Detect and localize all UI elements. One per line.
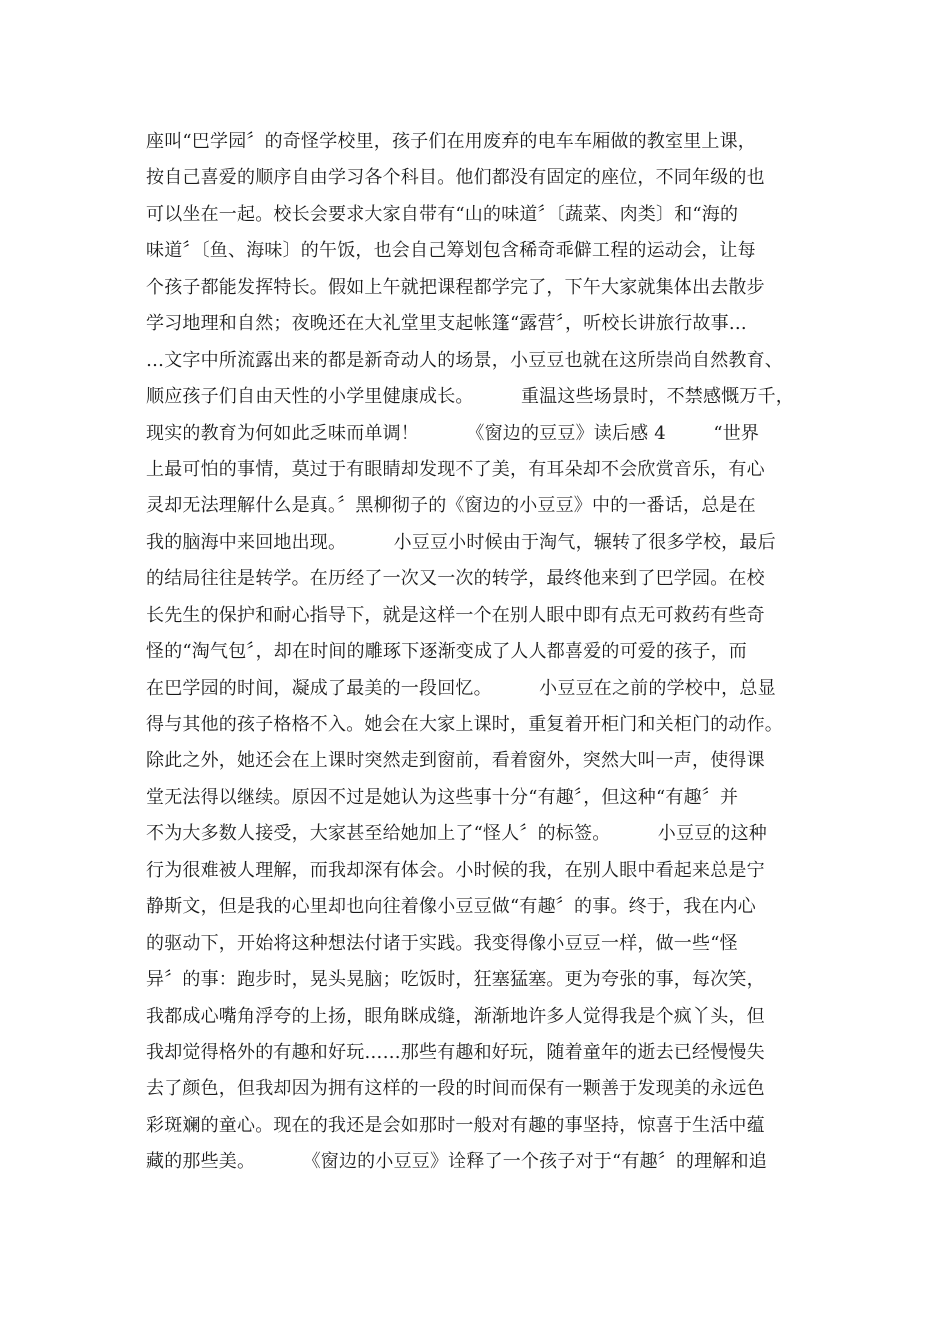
text-line: 去了颜色，但我却因为拥有这样的一段的时间而保有一颗善于发现美的永远色 [146, 1078, 765, 1100]
text-line: 座叫“巴学园〞的奇怪学校里，孩子们在用废弃的电车车厢做的教室里上课， [146, 131, 756, 152]
text-line: 顺应孩子们自由天性的小学里健康成长。 重温这些场景时，不禁感慨万千， [146, 386, 794, 408]
text-line: 长先生的保护和耐心指导下，就是这样一个在别人眼中即有点无可救药有些奇 [146, 604, 765, 626]
text-line: 藏的那些美。 《窗边的小豆豆》诠释了一个孩子对于“有趣〞的理解和追 [146, 1151, 767, 1173]
body-text [146, 124, 826, 1181]
text-line: 味道〞〔鱼、海味〕的午饭，也会自己筹划包含稀奇乖僻工程的运动会，让每 [146, 240, 756, 262]
text-line: 可以坐在一起。校长会要求大家自带有“山的味道〞〔蔬菜、肉类〕和“海的 [146, 203, 739, 225]
text-line: 我都成心嘴角浮夸的上扬，眼角眯成缝，渐渐地许多人觉得我是个疯丫头，但 [146, 1005, 765, 1027]
text-line: 行为很难被人理解，而我却深有体会。小时候的我，在别人眼中看起来总是宁 [146, 859, 765, 881]
text-line: 的结局往往是转学。在历经了一次又一次的转学，最终他来到了巴学园。在校 [146, 568, 765, 590]
text-line: 怪的“淘气包〞，却在时间的雕琢下逐渐变成了人人都喜爱的可爱的孩子，而 [146, 641, 747, 663]
text-line: 学习地理和自然；夜晚还在大礼堂里支起帐篷“露营〞，听校长讲旅行故事… [146, 313, 747, 335]
text-line: 异〞的事：跑步时，晃头晃脑；吃饭时，狂塞猛塞。更为夸张的事，每次笑， [146, 969, 765, 991]
text-line: 不为大多数人接受，大家甚至给她加上了“怪人〞的标签。 小豆豆的这种 [146, 823, 767, 845]
text-line: 我的脑海中来回地出现。 小豆豆小时候由于淘气，辗转了很多学校，最后 [146, 531, 776, 553]
text-line: 的驱动下，开始将这种想法付诸于实践。我变得像小豆豆一样，做一些“怪 [146, 932, 738, 954]
text-line: 现实的教育为何如此乏味而单调！ 《窗边的豆豆》读后感 4 “世界 [146, 422, 760, 444]
text-line: 在巴学园的时间，凝成了最美的一段回忆。 小豆豆在之前的学校中，总显 [146, 677, 776, 699]
text-line: 上最可怕的事情，莫过于有眼睛却发现不了美，有耳朵却不会欣赏音乐，有心 [146, 458, 765, 480]
text-line: 我却觉得格外的有趣和好玩……那些有趣和好玩，随着童年的逝去已经慢慢失 [146, 1041, 765, 1063]
text-line: …文字中所流露出来的都是新奇动人的场景，小豆豆也就在这所崇尚自然教育、 [146, 349, 783, 371]
text-line: 除此之外，她还会在上课时突然走到窗前，看着窗外，突然大叫一声，使得课 [146, 750, 765, 772]
text-line: 彩斑斓的童心。现在的我还是会如那时一般对有趣的事坚持，惊喜于生活中蕴 [146, 1114, 765, 1136]
text-line: 个孩子都能发挥特长。假如上午就把课程都学完了，下午大家就集体出去散步 [146, 276, 765, 298]
text-line: 灵却无法理解什么是真。〞黑柳彻子的《窗边的小豆豆》中的一番话，总是在 [146, 495, 756, 517]
text-line: 按自己喜爱的顺序自由学习各个科目。他们都没有固定的座位，不同年级的也 [146, 167, 765, 189]
text-line: 得与其他的孩子格格不入。她会在大家上课时，重复着开柜门和关柜门的动作。 [146, 714, 783, 735]
text-line: 静斯文，但是我的心里却也向往着像小豆豆做“有趣〞的事。终于，我在内心 [146, 896, 756, 918]
text-line: 堂无法得以继续。原因不过是她认为这些事十分“有趣〞，但这种“有趣〞并 [146, 786, 739, 808]
